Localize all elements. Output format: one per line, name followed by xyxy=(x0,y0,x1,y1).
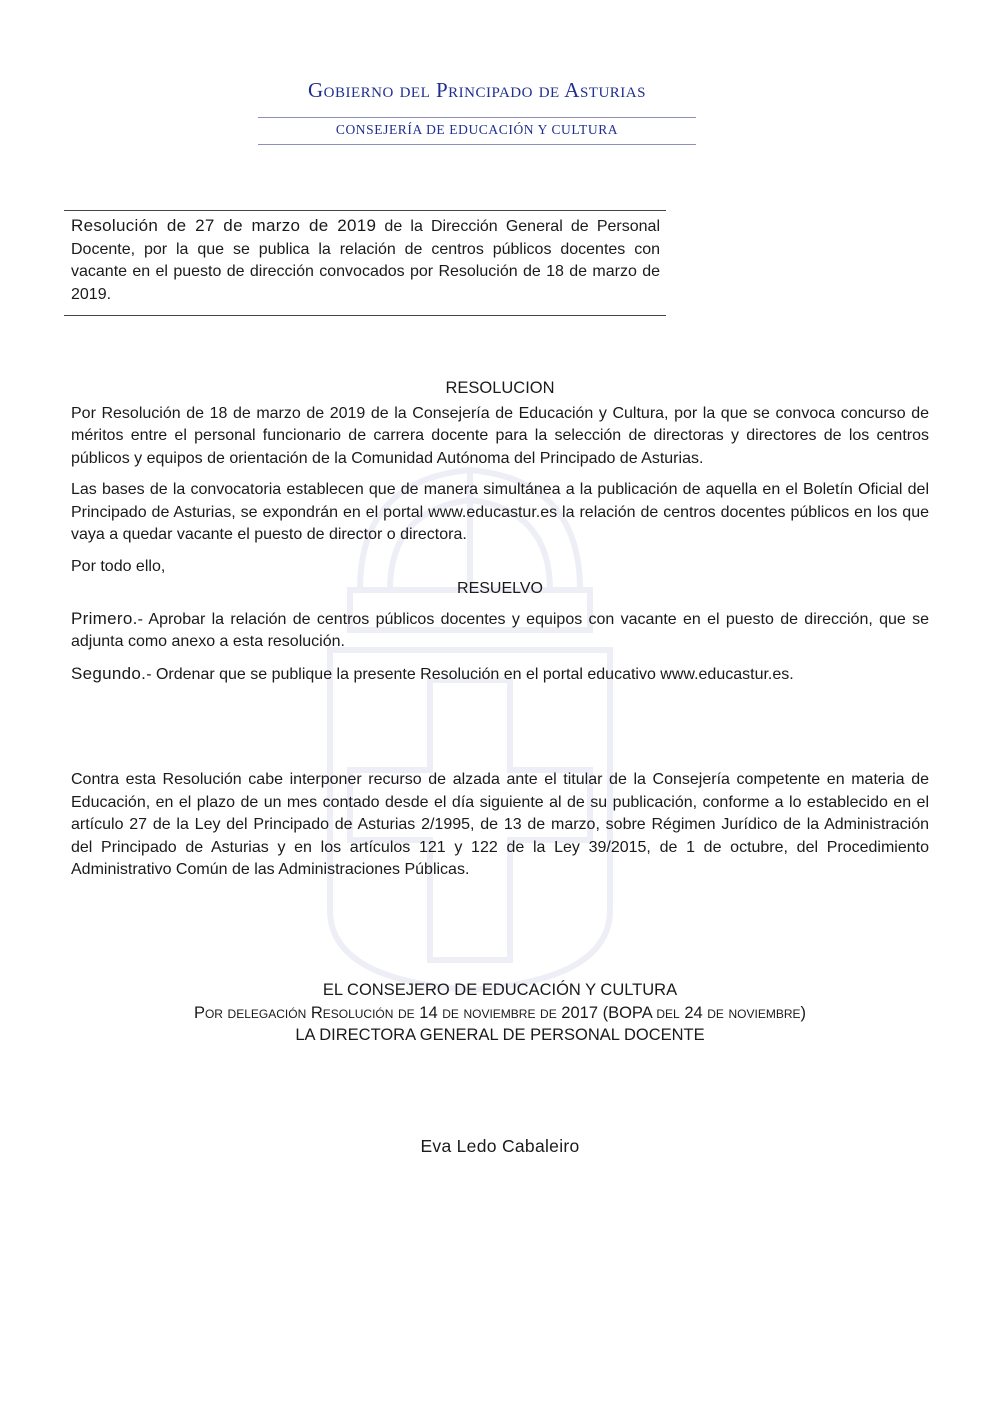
paragraph-por-todo: Por todo ello, xyxy=(71,557,166,575)
summary-text: de la Dirección General de Personal Docente, por la que se publica la relación de centros públicos docentes con vacante en el puesto de dirección convocados por Resolución de 18 de marzo de 2019. xyxy=(71,218,660,303)
department-name: CONSEJERÍA DE EDUCACIÓN Y CULTURA xyxy=(335,122,619,137)
summary-lead: Resolución de 27 de marzo de 2019 xyxy=(71,216,377,235)
primero-text: - Aprobar la relación de centros públicos docentes y equipos con vacante en el puesto de dirección, que se adjunta como anexo a esta resolución. xyxy=(71,610,929,650)
letterhead xyxy=(258,78,696,145)
paragraph-convocatoria: Por Resolución de 18 de marzo de 2019 de la Consejería de Educación y Cultura, por la que se convoca concurso de méritos entre el personal funcionario de carrera docente para la selección de directoras y directores de los centros públicos y equipos de orientación de la Comunidad Autónoma del Principado de Asturias. xyxy=(71,404,929,467)
signature-block xyxy=(71,979,929,1157)
resolution-body xyxy=(71,377,929,882)
recurso-paragraph: Contra esta Resolución cabe interponer recurso de alzada ante el titular de la Consejería competente en materia de Educación, en el plazo de un mes contado desde el día siguiente al de su publicación, conforme a lo establecido en el artículo 27 de la Ley del Principado de Asturias 2/1995, de 13 de marzo, sobre Régimen Jurídico de la Administración del Principado de Asturias y en los artículos 121 y 122 de la Ley 39/2015, de 1 de octubre, del Procedimiento Administrativo Común de las Administraciones Públicas. xyxy=(71,771,929,878)
signature-title: EL CONSEJERO DE EDUCACIÓN Y CULTURA xyxy=(322,981,678,999)
summary-paragraph xyxy=(71,215,660,306)
letterhead-rule-bottom xyxy=(258,144,696,145)
segundo-label: Segundo. xyxy=(71,663,147,683)
paragraph-bases: Las bases de la convocatoria establecen que de manera simultánea a la publicación de aquella en el Boletín Oficial del Principado de Asturias, se expondrán en el portal www.educastur.es la relación de centros docentes públicos en los que vaya a quedar vacante el puesto de director o directora. xyxy=(71,481,929,543)
signature-position: LA DIRECTORA GENERAL DE PERSONAL DOCENTE xyxy=(295,1026,705,1044)
government-title: Gobierno del Principado de Asturias xyxy=(308,78,646,102)
primero-label: Primero. xyxy=(71,608,138,628)
signer-name: Eva Ledo Cabaleiro xyxy=(420,1135,580,1156)
resuelvo-heading: RESUELVO xyxy=(457,580,543,597)
segundo-text: - Ordenar que se publique la presente Resolución en el portal educativo www.educastur.es. xyxy=(146,665,794,683)
signature-delegation: Por delegación Resolución de 14 de noviembre de 2017 (BOPA del 24 de noviembre) xyxy=(193,1003,807,1022)
primero-clause xyxy=(71,608,929,654)
resolution-heading: RESOLUCION xyxy=(445,379,555,397)
resolution-summary xyxy=(64,210,666,316)
segundo-clause xyxy=(71,663,929,687)
